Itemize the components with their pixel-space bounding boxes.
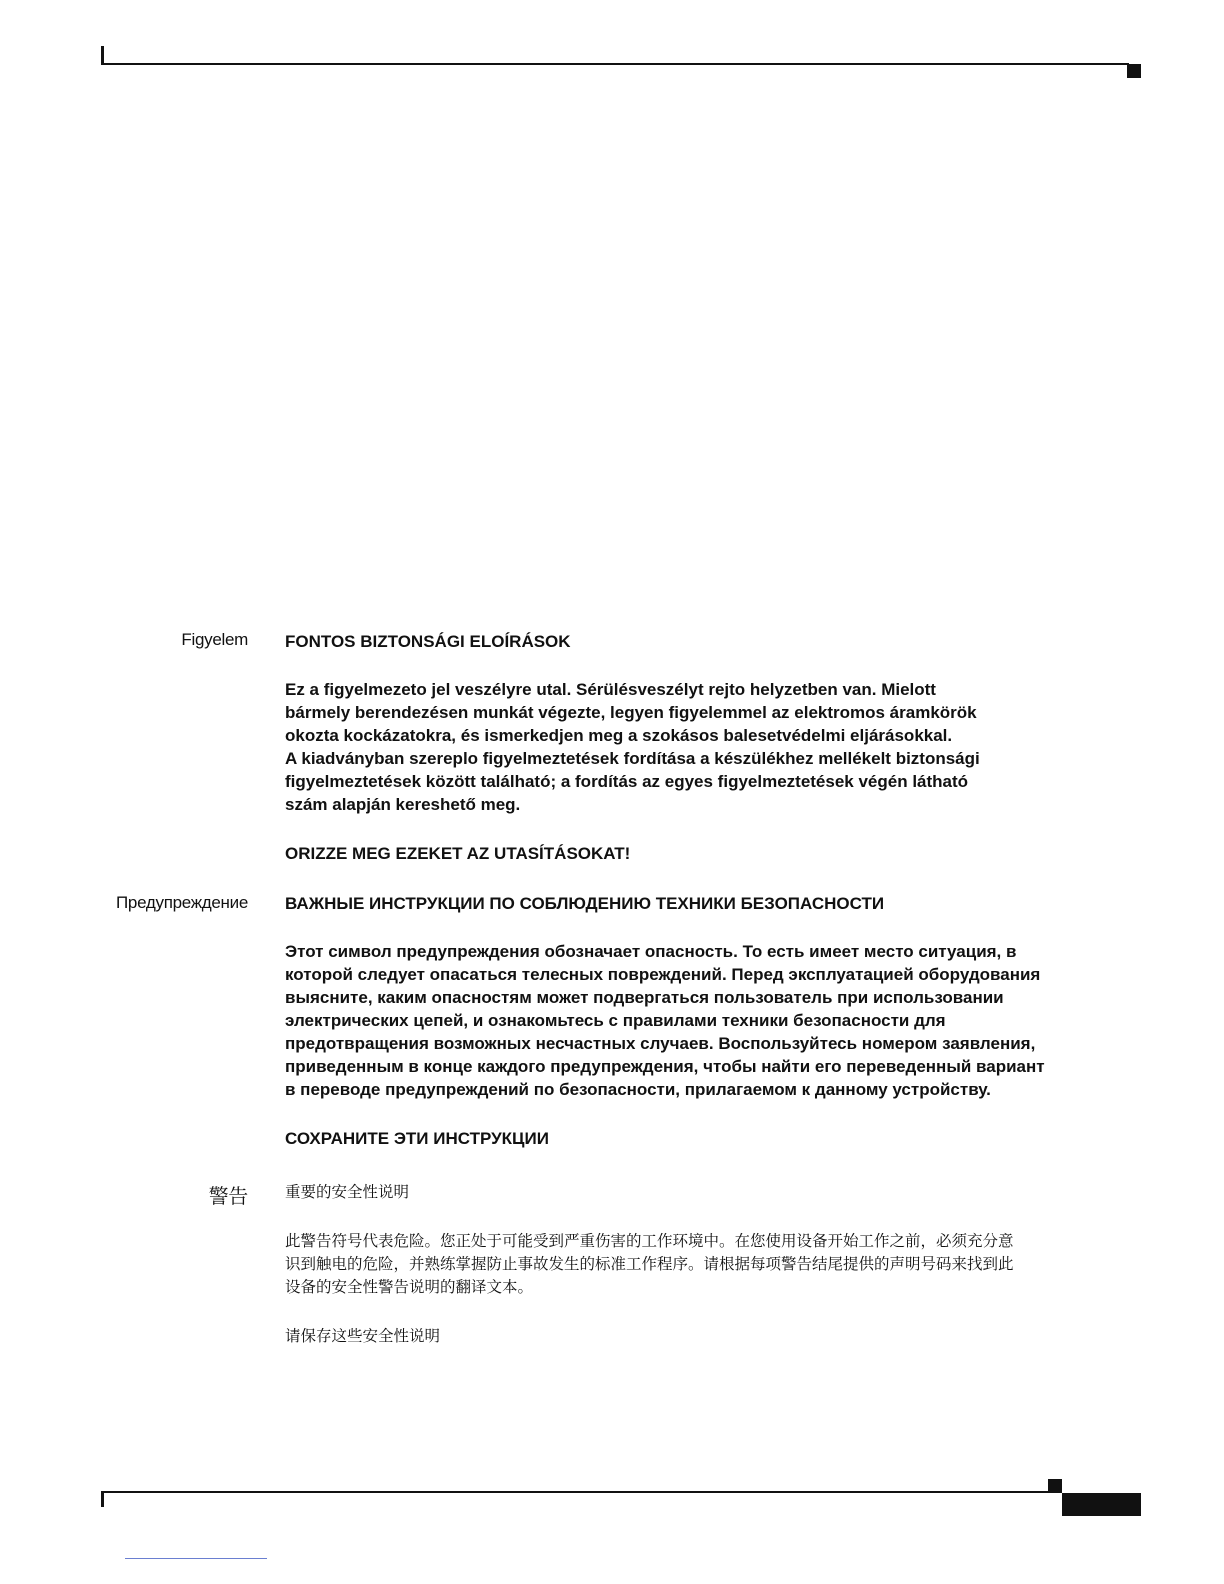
warning-text bbox=[285, 1230, 1135, 1299]
header-corner-mark bbox=[1127, 64, 1141, 78]
footer-link-underline bbox=[125, 1558, 267, 1559]
footer-page-tab bbox=[1062, 1493, 1141, 1516]
warning-title: 重要的安全性说明 bbox=[285, 1183, 410, 1201]
warning-line: предотвращения возможных несчастных случаев. Воспользуйтесь номером заявления, bbox=[285, 1034, 1036, 1053]
footer-tick bbox=[101, 1491, 104, 1507]
warning-title: ВАЖНЫЕ ИНСТРУКЦИИ ПО СОБЛЮДЕНИЮ ТЕХНИКИ БЕЗОПАСНОСТИ bbox=[285, 894, 885, 913]
warning-line: Этот символ предупреждения обозначает опасность. То есть имеет место ситуация, в bbox=[285, 942, 1017, 961]
warning-line: bármely berendezésen munkát végezte, legyen figyelemmel az elektromos áramkörök bbox=[285, 703, 977, 722]
warning-closing: СОХРАНИТЕ ЭТИ ИНСТРУКЦИИ bbox=[285, 1129, 549, 1148]
warning-line: которой следует опасаться телесных повреждений. Перед эксплуатацией оборудования bbox=[285, 965, 1041, 984]
warning-closing: 请保存这些安全性说明 bbox=[285, 1327, 441, 1345]
warning-block-chinese bbox=[285, 1181, 1135, 1348]
warning-line: электрических цепей, и ознакомьтесь с правилами техники безопасности для bbox=[285, 1011, 946, 1030]
warning-line: szám alapján kereshető meg. bbox=[285, 795, 521, 814]
warning-closing: ORIZZE MEG EZEKET AZ UTASÍTÁSOKAT! bbox=[285, 844, 631, 863]
warning-label-chinese: 警告 bbox=[208, 1184, 248, 1208]
header-rule bbox=[101, 63, 1129, 65]
warning-text bbox=[285, 940, 1135, 1101]
warning-line: 识到触电的危险，并熟练掌握防止事故发生的标准工作程序。请根据每项警告结尾提供的声明号码来找到此 bbox=[285, 1255, 1014, 1273]
warning-line: A kiadványban szereplo figyelmeztetések fordítása a készülékhez mellékelt biztonsági bbox=[285, 749, 980, 768]
footer-corner-mark bbox=[1048, 1479, 1062, 1493]
warning-line: Ez a figyelmezeto jel veszélyre utal. Sérülésveszélyt rejto helyzetben van. Mielott bbox=[285, 680, 936, 699]
warning-line: 设备的安全性警告说明的翻译文本。 bbox=[285, 1278, 534, 1296]
warning-block-hungarian bbox=[285, 630, 1135, 865]
warning-line: 此警告符号代表危险。您正处于可能受到严重伤害的工作环境中。在您使用设备开始工作之前，必须充分意 bbox=[285, 1232, 1014, 1250]
warning-line: okozta kockázatokra, és ismerkedjen meg a szokásos balesetvédelmi eljárásokkal. bbox=[285, 726, 953, 745]
warning-label-russian: Предупреждение bbox=[116, 893, 248, 912]
footer-rule bbox=[101, 1491, 1061, 1493]
warning-line: приведенным в конце каждого предупреждения, чтобы найти его переведенный вариант bbox=[285, 1057, 1045, 1076]
warning-title: FONTOS BIZTONSÁGI ELOÍRÁSOK bbox=[285, 632, 571, 651]
warning-block-russian bbox=[285, 892, 1135, 1150]
warning-line: в переводе предупреждений по безопасности, прилагаемом к данному устройству. bbox=[285, 1080, 991, 1099]
warning-line: figyelmeztetések között található; a fordítás az egyes figyelmeztetések végén látható bbox=[285, 772, 969, 791]
warning-label-hungarian: Figyelem bbox=[181, 630, 248, 649]
warning-line: выясните, каким опасностям может подвергаться пользователь при использовании bbox=[285, 988, 1004, 1007]
warning-text bbox=[285, 678, 1135, 816]
